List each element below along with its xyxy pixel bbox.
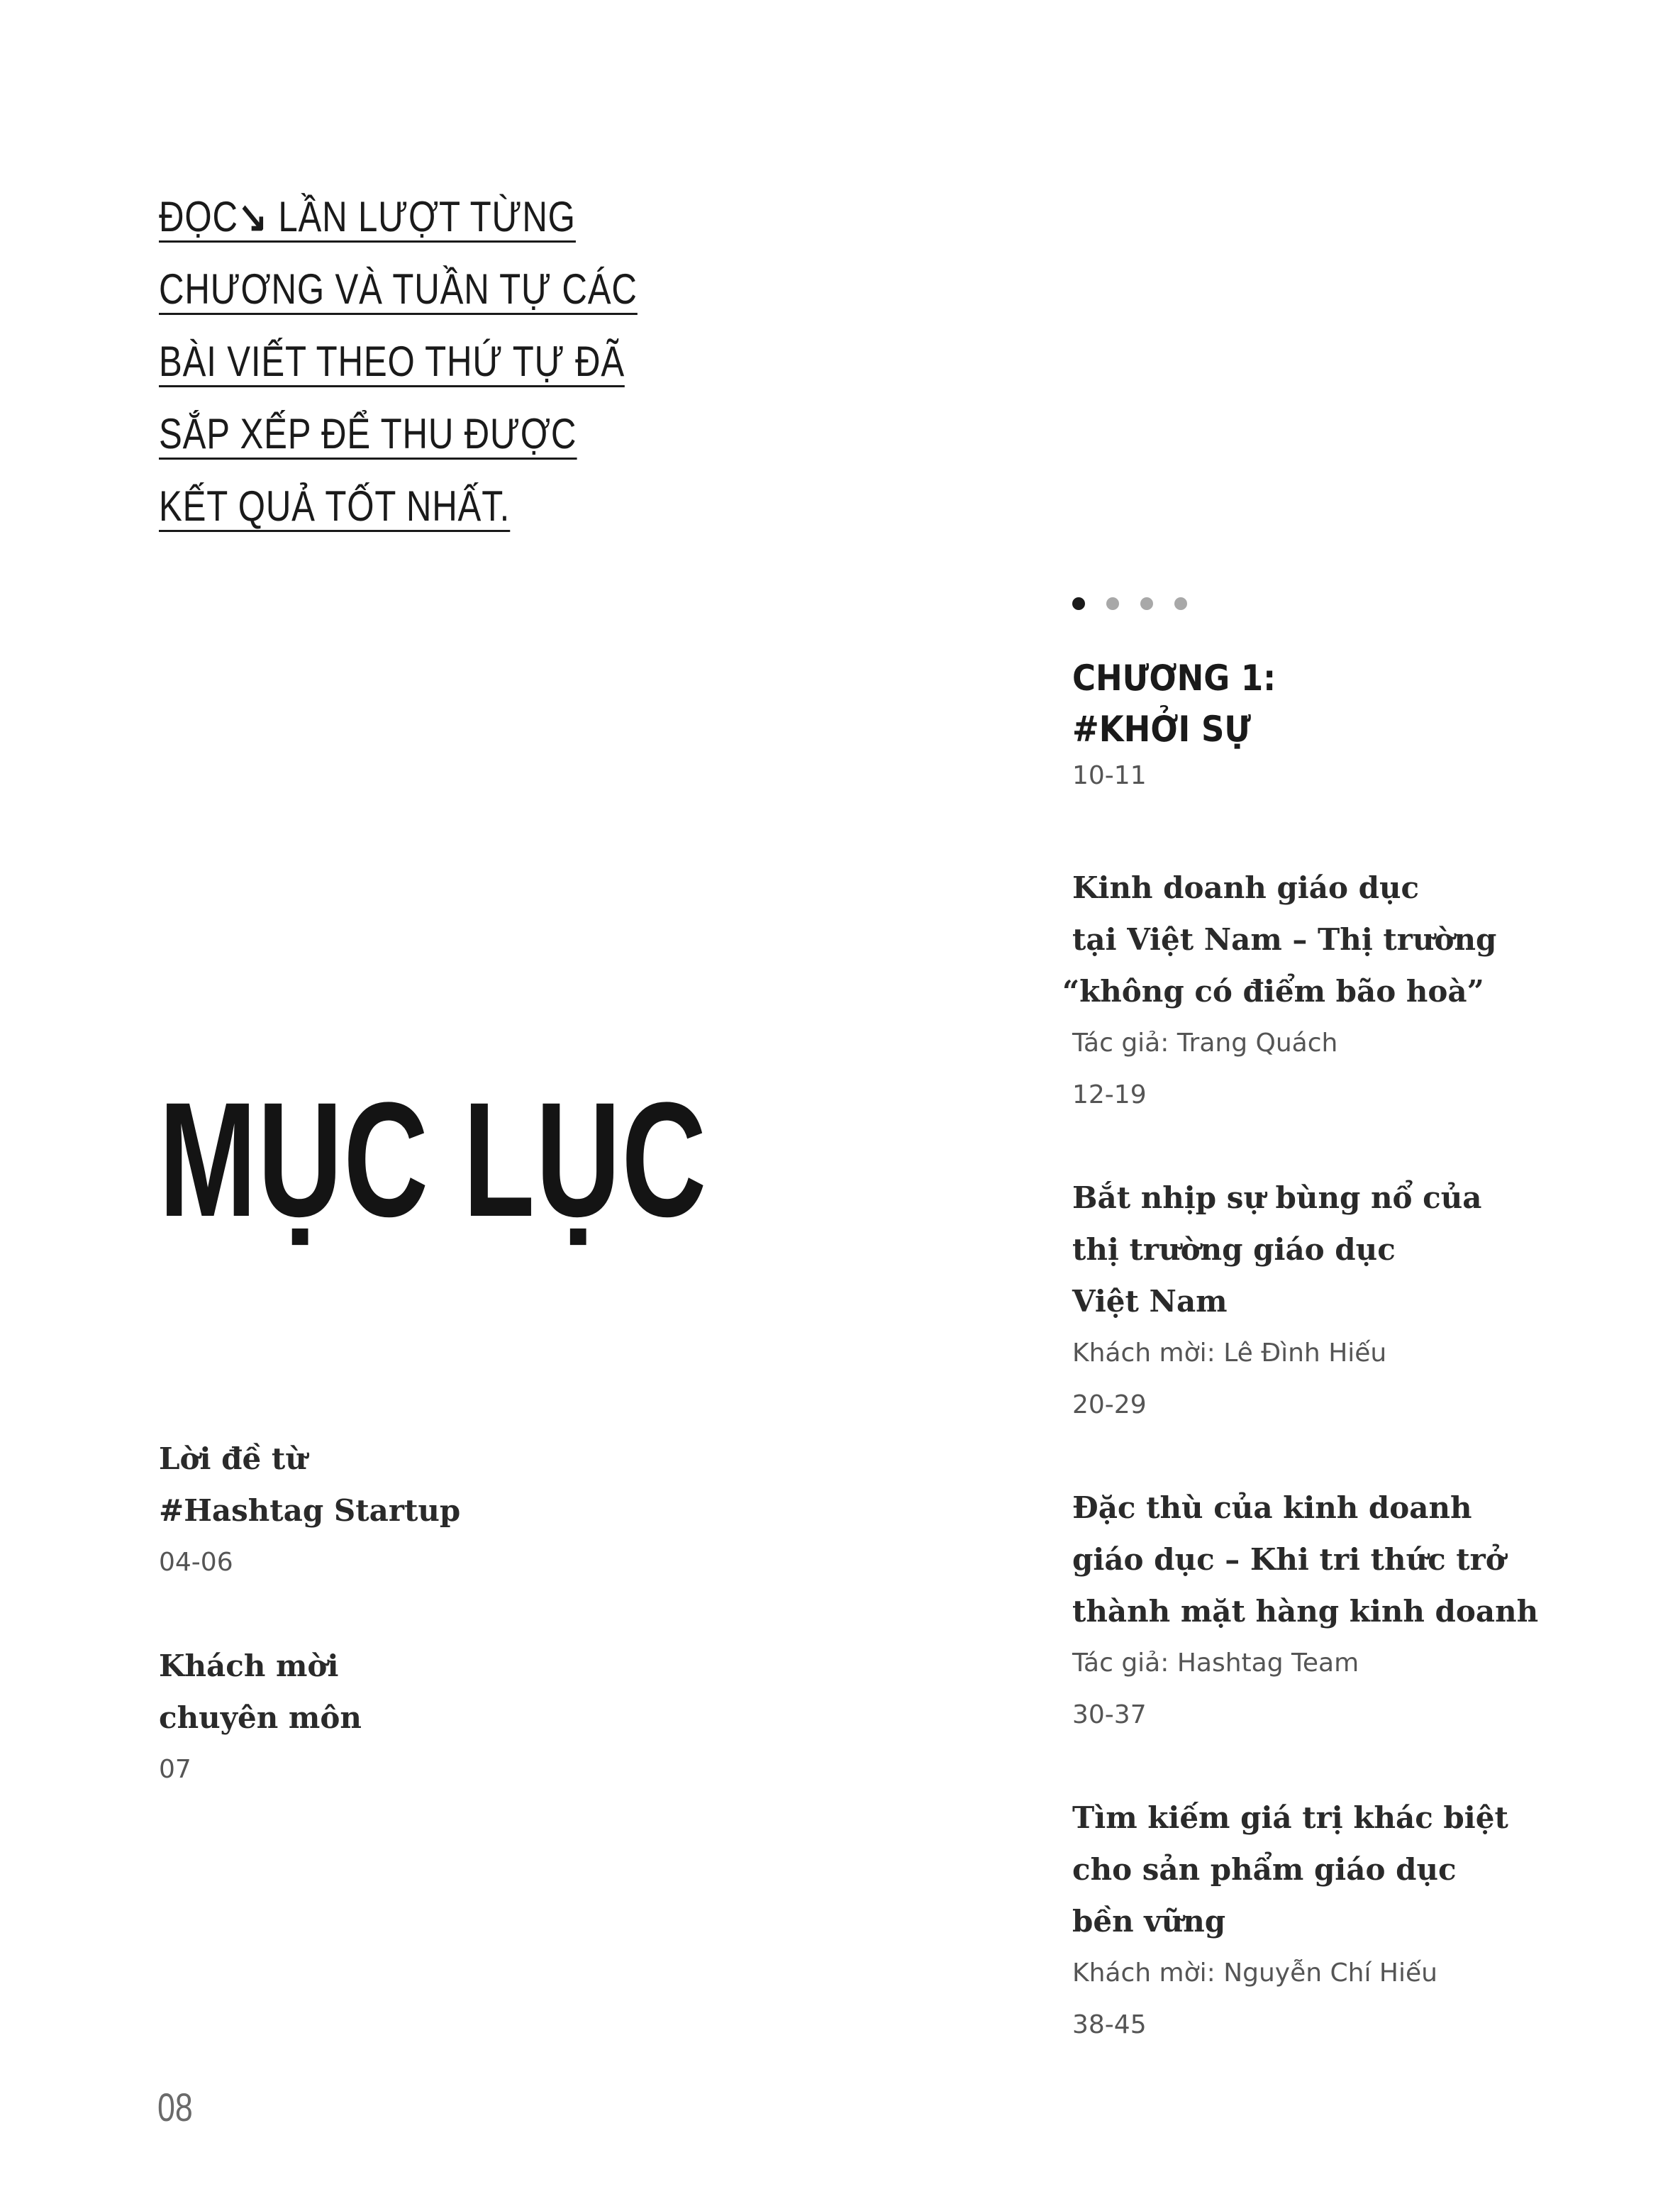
arrow-down-right-icon: ↘ bbox=[238, 193, 268, 240]
entry-pages: 38-45 bbox=[1072, 2010, 1147, 2039]
entry-title: Đặc thù của kinh doanh giáo dục – Khi tri thức trở thành mặt hàng kinh doanh bbox=[1072, 1490, 1539, 1629]
pagination-dot[interactable] bbox=[1140, 597, 1153, 610]
chapter-pages: 10-11 bbox=[1072, 761, 1147, 790]
intro-line-3: BÀI VIẾT THEO THỨ TỰ ĐÃ bbox=[159, 338, 625, 387]
entry-author: Tác giả: Hashtag Team bbox=[1072, 1648, 1359, 1678]
intro-line-4: SẮP XẾP ĐỂ THU ĐƯỢC bbox=[159, 411, 577, 460]
intro-line-5: KẾT QUẢ TỐT NHẤT. bbox=[159, 483, 510, 532]
entry-author: Tác giả: Trang Quách bbox=[1072, 1029, 1338, 1058]
toc-entry-article[interactable] bbox=[1072, 1172, 1481, 1431]
chapter-title: CHƯƠNG 1: #KHỞI SỰ bbox=[1072, 658, 1276, 750]
pagination-dot[interactable] bbox=[1174, 597, 1187, 610]
entry-pages: 04-06 bbox=[159, 1548, 233, 1577]
chapter-heading[interactable] bbox=[1072, 653, 1298, 797]
entry-pages: 07 bbox=[159, 1755, 191, 1784]
toc-entry-guests[interactable] bbox=[159, 1640, 362, 1795]
toc-entry-article[interactable] bbox=[1072, 1792, 1508, 2051]
entry-pages: 30-37 bbox=[1072, 1700, 1147, 1729]
entry-author: Khách mời: Lê Đình Hiếu bbox=[1072, 1339, 1387, 1368]
entry-pages: 12-19 bbox=[1072, 1080, 1147, 1109]
toc-entry-article[interactable] bbox=[1062, 862, 1497, 1121]
toc-entry-article[interactable] bbox=[1072, 1482, 1538, 1741]
entry-pages: 20-29 bbox=[1072, 1390, 1147, 1419]
entry-title: Khách mời chuyên môn bbox=[159, 1648, 362, 1735]
intro-line-1: ĐỌC↘ LẦN LƯỢT TỪNG bbox=[159, 194, 576, 243]
entry-title: Tìm kiếm giá trị khác biệt cho sản phẩm giáo dục bền vững bbox=[1072, 1800, 1508, 1939]
entry-title: Kinh doanh giáo dục tại Việt Nam – Thị trường “không có điểm bão hoà” bbox=[1062, 870, 1497, 1009]
intro-line-2: CHƯƠNG VÀ TUẦN TỰ CÁC bbox=[159, 266, 638, 315]
page-number: 08 bbox=[157, 2085, 193, 2129]
pagination-dot[interactable] bbox=[1106, 597, 1119, 610]
entry-author: Khách mời: Nguyễn Chí Hiếu bbox=[1072, 1958, 1437, 1988]
intro-note bbox=[159, 186, 655, 548]
pagination-dot[interactable] bbox=[1072, 597, 1085, 610]
entry-title: Lời đề từ #Hashtag Startup bbox=[159, 1441, 461, 1528]
entry-title: Bắt nhịp sự bùng nổ của thị trường giáo dục Việt Nam bbox=[1072, 1180, 1482, 1319]
chapter-pagination-dots bbox=[1072, 597, 1187, 610]
page-title: MỤC LỤC bbox=[159, 1068, 708, 1251]
toc-entry-foreword[interactable] bbox=[159, 1433, 460, 1588]
